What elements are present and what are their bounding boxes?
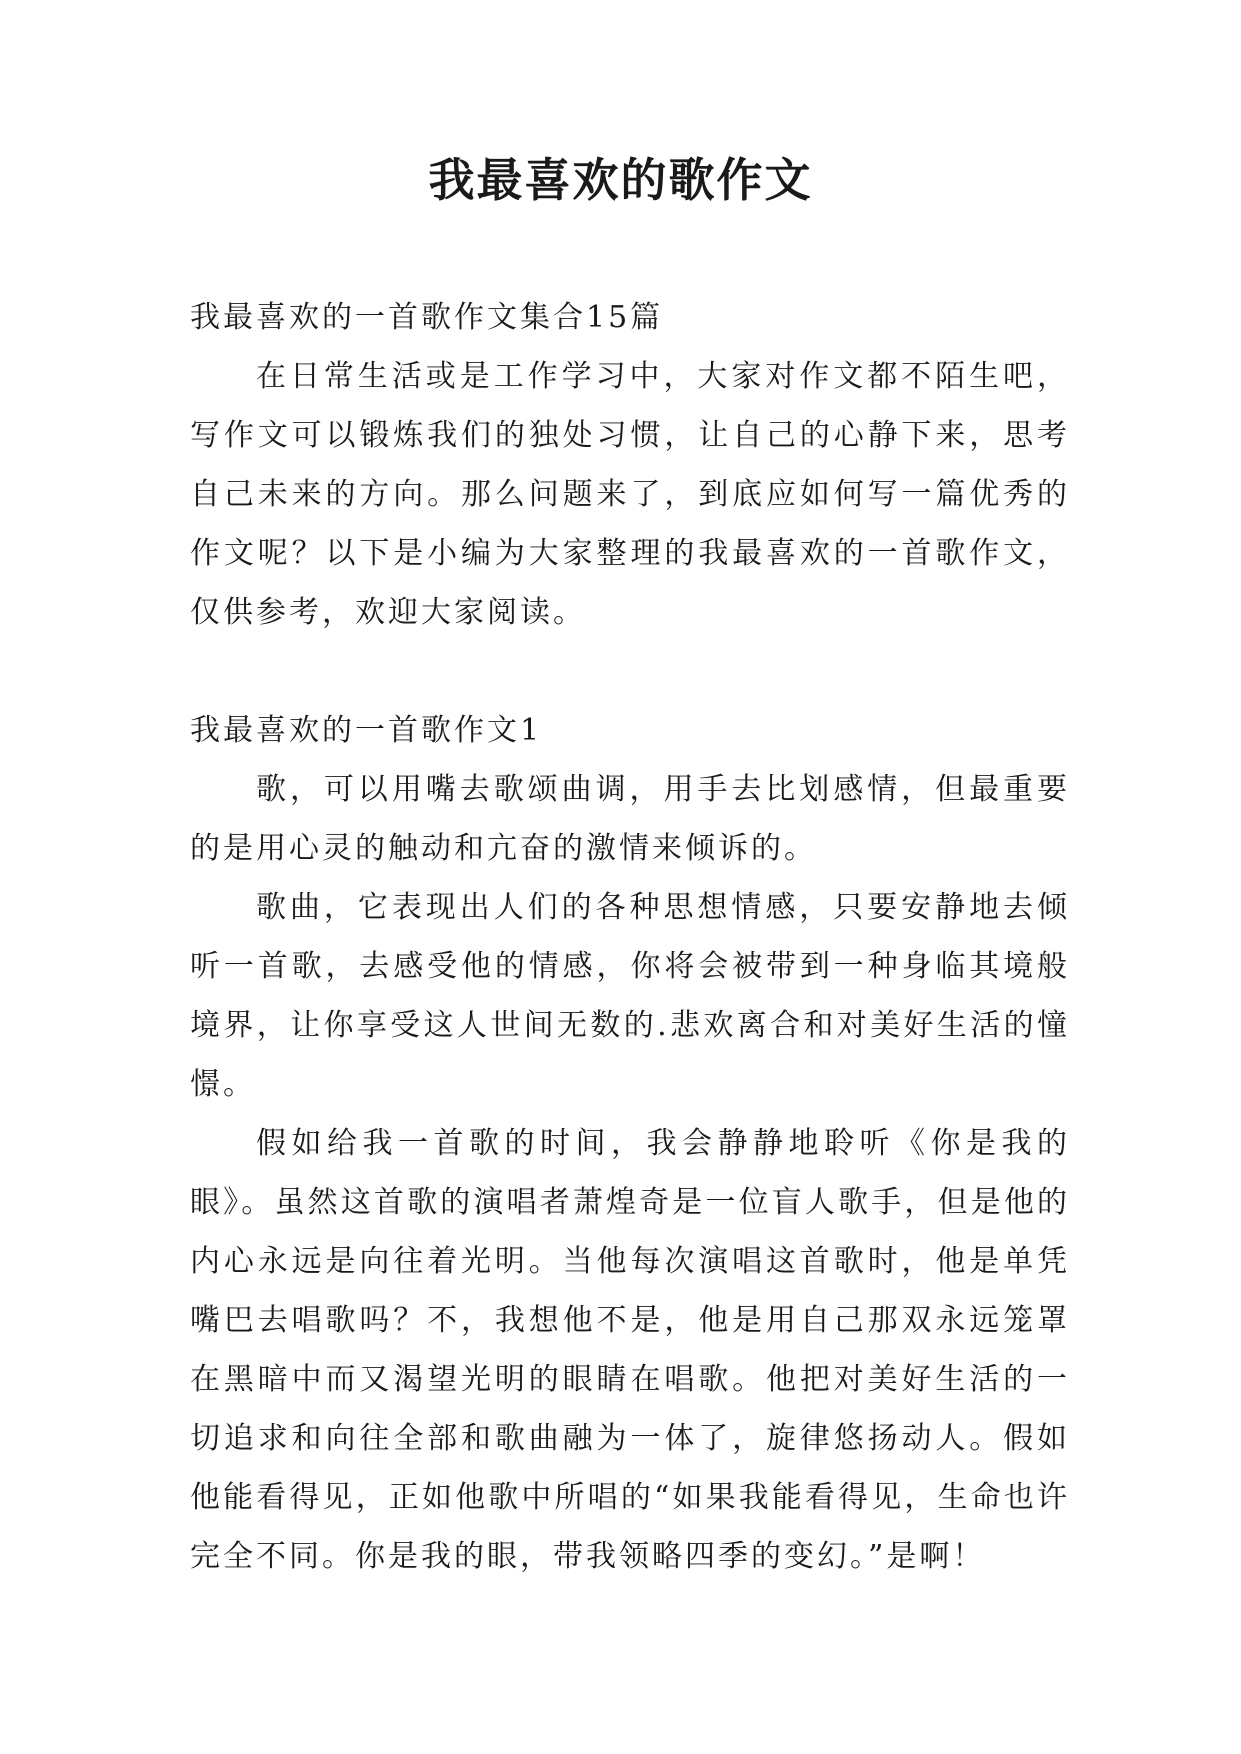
collection-subtitle: 我最喜欢的一首歌作文集合15篇	[190, 300, 664, 335]
section-paragraph: 假如给我一首歌的时间，我会静静地聆听《你是我的眼》。虽然这首歌的演唱者萧煌奇是一位盲人歌手，但是他的内心永远是向往着光明。当他每次演唱这首歌时，他是单凭嘴巴去唱歌吗？不，我想他不是，他是用自己那双永远笼罩在黑暗中而又渴望光明的眼睛在唱歌。他把对美好生活的一切追求和向往全部和歌曲融为一体了，旋律悠扬动人。假如他能看得见，正如他歌中所唱的“如果我能看得见，生命也许完全不同。你是我的眼，带我领略四季的变幻。”是啊！	[190, 1126, 1070, 1574]
document-body	[190, 288, 1070, 1586]
paragraph-gap	[190, 642, 1070, 701]
section-paragraph: 歌曲，它表现出人们的各种思想情感，只要安静地去倾听一首歌，去感受他的情感，你将会被带到一种身临其境般境界，让你享受这人世间无数的.悲欢离合和对美好生活的憧憬。	[190, 890, 1070, 1102]
section-heading: 我最喜欢的一首歌作文1	[190, 713, 543, 748]
document-title: 我最喜欢的歌作文	[428, 153, 813, 207]
intro-paragraph: 在日常生活或是工作学习中，大家对作文都不陌生吧，写作文可以锻炼我们的独处习惯，让自己的心静下来，思考自己未来的方向。那么问题来了，到底应如何写一篇优秀的作文呢？以下是小编为大家整理的我最喜欢的一首歌作文，仅供参考，欢迎大家阅读。	[190, 359, 1070, 630]
section-paragraph: 歌，可以用嘴去歌颂曲调，用手去比划感情，但最重要的是用心灵的触动和亢奋的激情来倾诉的。	[190, 772, 1070, 866]
